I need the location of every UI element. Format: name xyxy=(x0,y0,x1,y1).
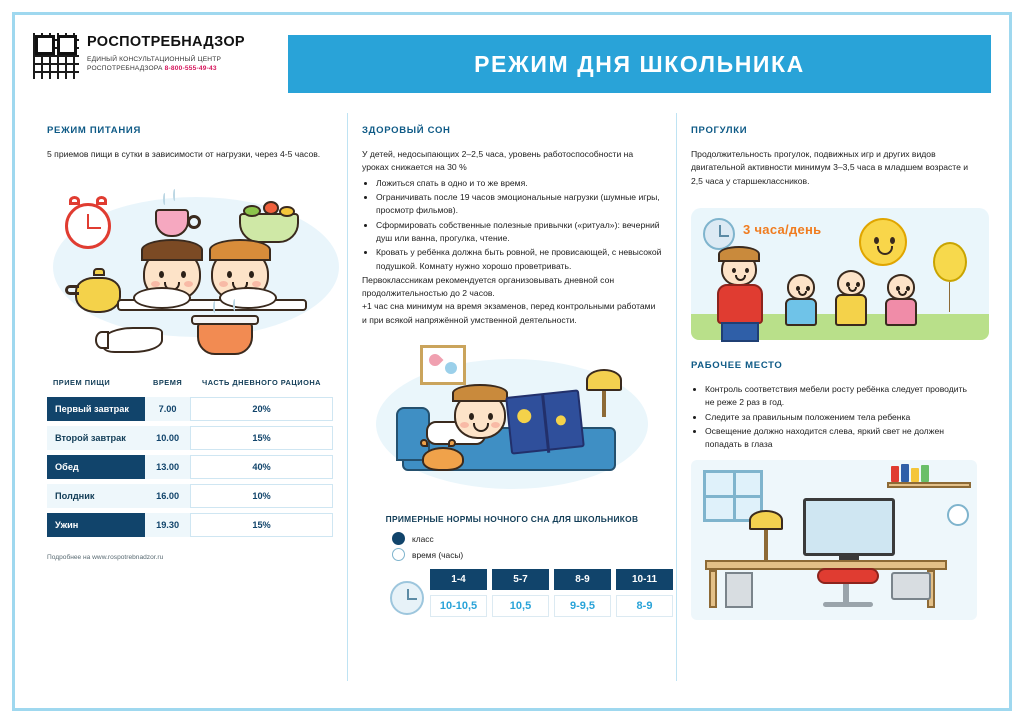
grade-cell: 10-11 xyxy=(616,569,673,590)
sleep-grid xyxy=(430,569,673,617)
workplace-title: РАБОЧЕЕ МЕСТО xyxy=(691,359,783,371)
legend-item-grade xyxy=(392,532,662,545)
child-head-2 xyxy=(837,270,865,296)
sleep-title: ЗДОРОВЫЙ СОН xyxy=(362,125,451,136)
nutrition-table xyxy=(47,373,333,541)
sleep-note-1: Первоклассникам рекомендуется организовывать дневной сон продолжительностью до 2 часов. xyxy=(362,274,615,299)
sleep-column xyxy=(616,569,673,617)
legend-label: класс xyxy=(412,533,434,544)
brand-title: РОСПОТРЕБНАДЗОР xyxy=(87,34,245,50)
col-header-share: ЧАСТЬ ДНЕВНОГО РАЦИОНА xyxy=(202,378,322,388)
sleep-column xyxy=(554,569,611,617)
column-sleep xyxy=(347,113,677,681)
list-item: • Сформировать собственные полезные привычки («ритуал»): вечерний душ или ванна, прогулка, чтение. xyxy=(376,219,662,246)
clock-icon xyxy=(390,581,424,615)
table-row xyxy=(47,513,333,537)
table-row xyxy=(47,426,333,450)
child-head-3 xyxy=(887,274,915,300)
walks-illustration xyxy=(691,196,977,346)
cell-time: 10.00 xyxy=(145,426,190,450)
column-nutrition xyxy=(33,113,347,681)
table-row xyxy=(47,455,333,479)
lamp-icon xyxy=(586,369,622,391)
table-row xyxy=(47,397,333,421)
sleep-column xyxy=(492,569,549,617)
grade-cell: 5-7 xyxy=(492,569,549,590)
cell-time: 7.00 xyxy=(145,397,190,421)
table-header-row xyxy=(47,378,333,391)
grade-cell: 8-9 xyxy=(554,569,611,590)
brand-subtitle-line2-text: РОСПОТРЕБНАДЗОРА xyxy=(87,65,163,73)
walks-title: ПРОГУЛКИ xyxy=(691,125,748,136)
nutrition-illustration xyxy=(47,169,333,369)
cell-time: 16.00 xyxy=(145,484,190,508)
list-item: • Контроль соответствия мебели росту ребёнка следует проводить не реже 2 раз в год. xyxy=(705,383,977,410)
hours-cell: 8-9 xyxy=(616,595,673,617)
cell-share: 10% xyxy=(190,484,333,508)
brand-subtitle xyxy=(87,55,245,74)
adult-body xyxy=(717,284,763,324)
hours-cell: 9-9,5 xyxy=(554,595,611,617)
wall-clock-icon xyxy=(947,504,969,526)
cat-icon xyxy=(422,447,464,471)
page-title: РЕЖИМ ДНЯ ШКОЛЬНИКА xyxy=(474,50,805,77)
cell-meal: Обед xyxy=(47,455,145,479)
legend-item-hours xyxy=(392,548,662,561)
sleep-column xyxy=(430,569,487,617)
list-item: • Ложиться спать в одно и то же время. xyxy=(376,177,662,190)
walks-text: Продолжительность прогулок, подвижных игр и других видов двигательной активности минимум 3–3,5 часа в младшем возрасте и 2,5 часа у старшеклассников. xyxy=(691,149,969,186)
sleep-intro: У детей, недосыпающих 2–2,5 часа, уровень работоспособности на уроках снижается на 30 % xyxy=(362,149,634,173)
workplace-bullets xyxy=(691,383,977,452)
monitor-icon xyxy=(803,498,895,556)
desk-lamp-icon xyxy=(749,510,783,530)
legend-swatch-dark xyxy=(392,532,405,545)
brand-subtitle-line2 xyxy=(87,64,245,74)
cell-meal: Ужин xyxy=(47,513,145,537)
balloon-icon xyxy=(933,242,967,282)
alarm-clock-icon xyxy=(65,203,111,249)
qr-code-icon xyxy=(33,33,79,79)
brand-subtitle-line1: ЕДИНЫЙ КОНСУЛЬТАЦИОННЫЙ ЦЕНТР xyxy=(87,55,222,63)
fish-icon xyxy=(103,327,163,353)
list-item: • Кровать у ребёнка должна быть ровной, не провисающей, с невысокой подушкой. Комнату нужно хорошо проветривать. xyxy=(376,246,662,273)
legend-label: время (часы) xyxy=(412,549,464,560)
cell-share: 40% xyxy=(190,455,333,479)
sleep-bullets xyxy=(362,177,662,273)
printer-icon xyxy=(891,572,931,600)
col-header-time: ВРЕМЯ xyxy=(153,378,183,388)
wall-picture-icon xyxy=(420,345,466,385)
list-item: • Ограничивать после 19 часов эмоциональные нагрузки (шумные игры, просмотр фильмов). xyxy=(376,191,662,218)
sleep-illustration xyxy=(362,335,662,510)
sleep-legend xyxy=(392,532,662,561)
sleep-chart-caption: ПРИМЕРНЫЕ НОРМЫ НОЧНОГО СНА ДЛЯ ШКОЛЬНИКОВ xyxy=(385,514,639,525)
cell-time: 13.00 xyxy=(145,455,190,479)
clock-icon xyxy=(703,218,735,250)
teapot-icon xyxy=(75,277,121,313)
cell-share: 15% xyxy=(190,513,333,537)
sleep-norms-table xyxy=(390,569,662,617)
cell-time: 19.30 xyxy=(145,513,190,537)
pot-icon xyxy=(197,321,253,355)
hotline-phone: 8-800-555-49-43 xyxy=(164,65,217,73)
nutrition-intro: 5 приемов пищи в сутки в зависимости от нагрузки, через 4-5 часов. xyxy=(47,149,321,159)
workplace-illustration xyxy=(691,460,977,620)
column-walks-workplace xyxy=(677,113,991,681)
list-item: • Освещение должно находится слева, яркий свет не должен попадать в глаза xyxy=(705,425,977,452)
walks-badge: 3 часа/день xyxy=(743,221,822,237)
header xyxy=(33,29,991,101)
brand-text xyxy=(87,33,245,74)
book-icon xyxy=(505,389,585,454)
brand-block xyxy=(33,29,288,101)
header-banner xyxy=(288,35,991,93)
cell-meal: Полдник xyxy=(47,484,145,508)
chair-icon xyxy=(817,568,879,584)
grade-cell: 1-4 xyxy=(430,569,487,590)
table-row xyxy=(47,484,333,508)
poster-frame xyxy=(12,12,1012,711)
columns xyxy=(33,113,991,681)
cell-meal: Первый завтрак xyxy=(47,397,145,421)
cell-share: 15% xyxy=(190,426,333,450)
nutrition-title: РЕЖИМ ПИТАНИЯ xyxy=(47,125,141,136)
cell-share: 20% xyxy=(190,397,333,421)
cell-meal: Второй завтрак xyxy=(47,426,145,450)
shelf-icon xyxy=(887,482,971,488)
sleep-note-2: +1 час сна минимум на время экзаменов, перед контрольными работами и при всякой напряжённой умственной деятельности. xyxy=(362,301,656,325)
list-item: • Следите за правильным положением тела ребенка xyxy=(705,411,977,424)
poster-inner xyxy=(15,15,1009,708)
col-header-meal: ПРИЕМ ПИЩИ xyxy=(53,378,111,388)
computer-tower-icon xyxy=(725,572,753,608)
legend-swatch-light xyxy=(392,548,405,561)
hours-cell: 10-10,5 xyxy=(430,595,487,617)
child-head-1 xyxy=(787,274,815,300)
hours-cell: 10,5 xyxy=(492,595,549,617)
footnote: Подробнее на www.rospotrebnadzor.ru xyxy=(47,553,164,561)
sun-icon xyxy=(859,218,907,266)
